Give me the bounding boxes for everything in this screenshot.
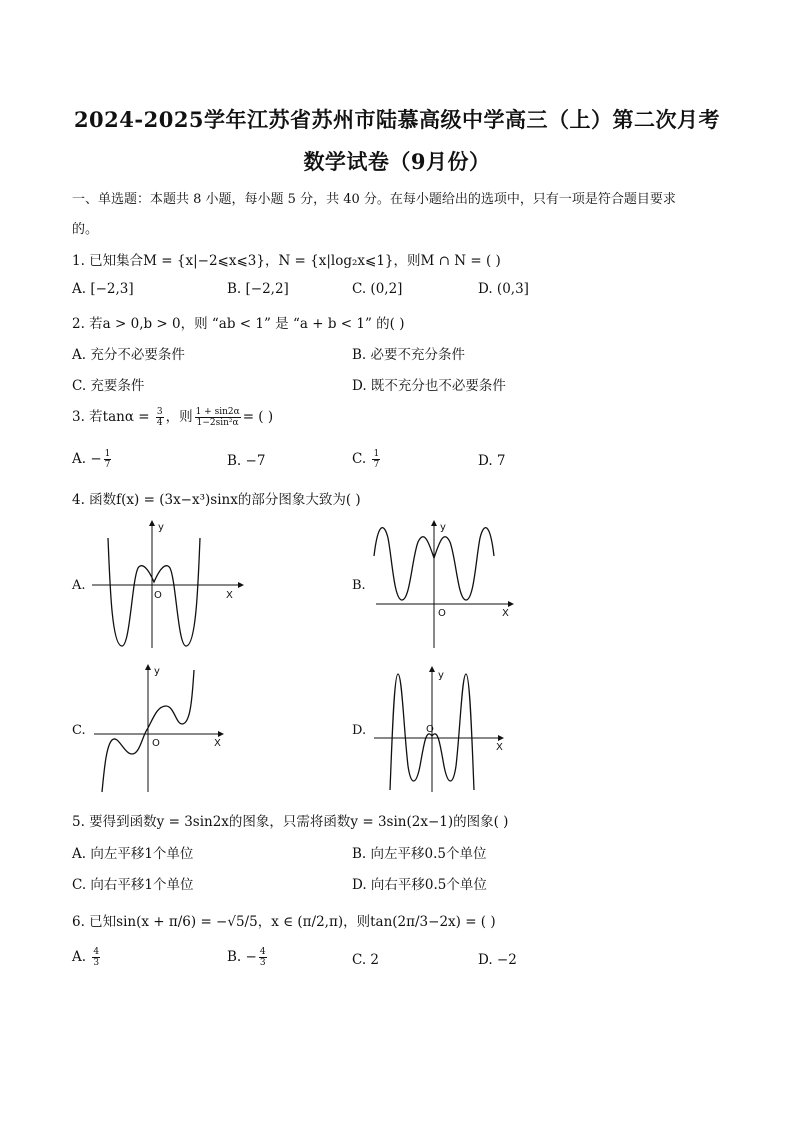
q6-option-a-num: 4 — [93, 947, 100, 957]
q4-graph-d-y-label: y — [438, 670, 444, 681]
q4-graph-a-x-label: X — [226, 590, 233, 601]
q3-option-c-label: C. — [352, 451, 371, 467]
q3-tan-denominator: 4 — [156, 418, 163, 428]
q1-option-a[interactable]: A. [−2,3] — [72, 281, 134, 297]
q3-expr-fraction — [195, 407, 241, 428]
q3-option-c-fraction — [372, 449, 380, 470]
q3-option-c-num: 1 — [373, 449, 380, 459]
question-4-stem: 4. 函数f(x) = (3x−x³)sinx的部分图象大致为( ) — [72, 492, 361, 508]
q4-graph-b-x-label: X — [502, 608, 509, 619]
q6-option-a-label: A. — [72, 949, 91, 965]
q3-option-a-num: 1 — [104, 449, 111, 459]
q3-option-c-den: 7 — [373, 460, 380, 470]
q6-option-b-den: 3 — [259, 958, 266, 968]
section-instructions-cont: 的。 — [72, 222, 99, 237]
q5-option-a[interactable]: A. 向左平移1个单位 — [72, 846, 194, 862]
q3-option-d[interactable]: D. 7 — [478, 453, 506, 469]
q4-graph-c-label[interactable]: C. — [72, 723, 86, 738]
q4-graph-c-x-label: X — [214, 738, 221, 749]
q4-graph-c — [90, 662, 240, 797]
q5-option-b[interactable]: B. 向左平移0.5个单位 — [352, 846, 487, 862]
q1-option-d[interactable]: D. (0,3] — [478, 281, 529, 297]
question-6-stem: 6. 已知sin(x + π/6) = −√5/5，x ∈ (π/2,π)，则tan(2π/3−2x) = ( ) — [72, 914, 496, 930]
q6-option-a-den: 3 — [93, 958, 100, 968]
q3-option-a-fraction — [104, 449, 112, 470]
q2-option-c[interactable]: C. 充要条件 — [72, 378, 145, 394]
exam-title-line1: 2024-2025学年江苏省苏州市陆慕高级中学高三（上）第二次月考 — [73, 107, 721, 132]
q6-option-a[interactable] — [72, 947, 102, 968]
q1-option-c[interactable]: C. (0,2] — [352, 281, 403, 297]
exam-title-line2: 数学试卷（9月份） — [303, 149, 491, 174]
q6-option-b-num: 4 — [259, 947, 266, 957]
question-3-stem — [72, 405, 273, 428]
q6-option-b[interactable] — [227, 947, 269, 968]
q3-option-a-label: A. − — [72, 451, 102, 467]
q4-graph-b — [370, 518, 520, 653]
q4-graph-a-label[interactable]: A. — [72, 578, 86, 593]
q5-option-d[interactable]: D. 向右平移0.5个单位 — [352, 877, 487, 893]
q3-expr-denominator: 1−2sin²α — [196, 418, 239, 428]
q4-graph-d-x-label: X — [496, 742, 503, 753]
q4-graph-b-label[interactable]: B. — [352, 578, 366, 593]
q3-option-a[interactable] — [72, 449, 113, 470]
question-1-stem: 1. 已知集合M = {x|−2⩽x⩽3}，N = {x|log₂x⩽1}，则M ∩ N = ( ) — [72, 253, 501, 269]
q6-option-a-fraction — [92, 947, 100, 968]
q6-option-b-fraction — [259, 947, 267, 968]
q2-option-a[interactable]: A. 充分不必要条件 — [72, 347, 185, 363]
q1-option-b[interactable]: B. [−2,2] — [227, 281, 289, 297]
q4-graph-a-origin: O — [154, 590, 162, 601]
q4-graph-d — [370, 662, 520, 797]
q4-graph-c-y-label: y — [154, 666, 160, 677]
q4-graph-a-y-label: y — [158, 522, 164, 533]
q2-option-d[interactable]: D. 既不充分也不必要条件 — [352, 378, 506, 394]
q4-graph-c-origin: O — [152, 738, 160, 749]
q3-expr-numerator: 1 + sin2α — [195, 407, 240, 417]
q4-graph-d-label[interactable]: D. — [352, 723, 367, 738]
section-instructions: 一、单选题：本题共 8 小题，每小题 5 分，共 40 分。在每小题给出的选项中，只有一项是符合题目要求 — [72, 192, 676, 207]
question-2-stem: 2. 若a > 0,b > 0，则 “ab < 1” 是 “a + b < 1” 的( ) — [72, 316, 405, 332]
q2-option-b[interactable]: B. 必要不充分条件 — [352, 347, 466, 363]
q4-graph-b-y-label: y — [440, 522, 446, 533]
q3-option-a-den: 7 — [104, 460, 111, 470]
question-5-stem: 5. 要得到函数y = 3sin2x的图象，只需将函数y = 3sin(2x−1)的图象( ) — [72, 814, 509, 830]
q3-option-b[interactable]: B. −7 — [227, 453, 266, 469]
q6-option-d[interactable]: D. −2 — [478, 952, 517, 968]
q3-tan-numerator: 3 — [156, 407, 163, 417]
q6-option-b-label: B. − — [227, 949, 257, 965]
q3-stem-mid: ，则 — [165, 409, 193, 425]
q5-option-c[interactable]: C. 向右平移1个单位 — [72, 877, 194, 893]
q3-option-c[interactable] — [352, 449, 382, 470]
q4-graph-a — [90, 518, 250, 653]
q4-graph-d-origin: O — [426, 724, 434, 735]
q3-stem-prefix: 3. 若tanα = — [72, 409, 154, 425]
q4-graph-b-origin: O — [438, 608, 446, 619]
q3-tan-fraction — [156, 407, 164, 428]
q3-stem-suffix: = ( ) — [242, 409, 274, 425]
q6-option-c[interactable]: C. 2 — [352, 952, 380, 968]
